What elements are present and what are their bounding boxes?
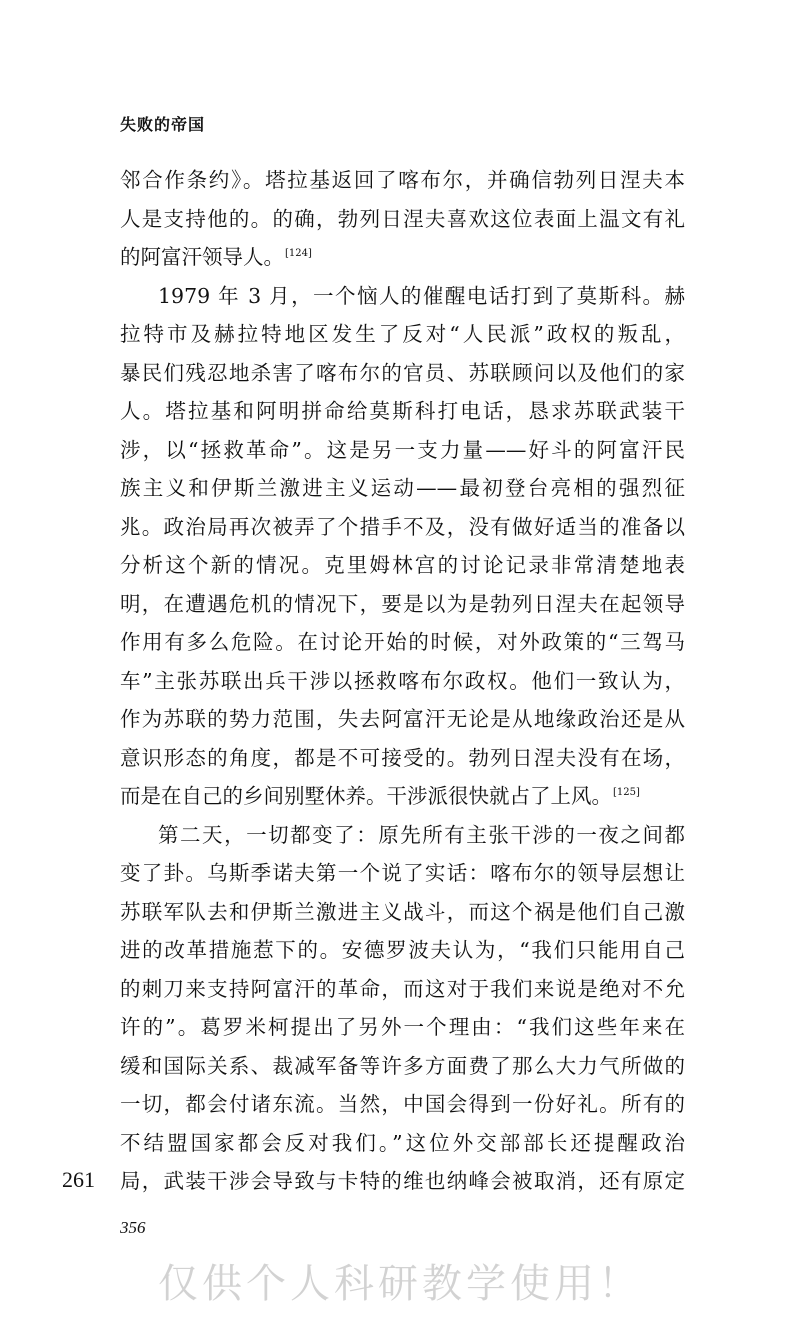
text-line: 车”主张苏联出兵干涉以拯救喀布尔政权。他们一致认为， [120, 669, 685, 693]
text-line [120, 237, 685, 277]
text-line: 的刺刀来支持阿富汗的革命，而这对于我们来说是绝对不允 [120, 977, 685, 1001]
line-text: 的阿富汗领导人。 [120, 245, 284, 269]
text-line: 明，在遭遇危机的情况下，要是以为是勃列日涅夫在起领导 [120, 592, 685, 616]
running-head: 失败的帝国 [120, 115, 206, 134]
text-line: 分析这个新的情况。克里姆林宫的讨论记录非常清楚地表 [120, 553, 685, 577]
text-line: 局，武装干涉会导致与卡特的维也纳峰会被取消，还有原定 [120, 1169, 685, 1193]
margin-page-reference: 261 [62, 1167, 95, 1192]
text-line: 暴民们残忍地杀害了喀布尔的官员、苏联顾问以及他们的家 [120, 361, 685, 385]
text-line: 人。塔拉基和阿明拼命给莫斯科打电话，恳求苏联武装干 [120, 399, 685, 423]
text-line: 兆。政治局再次被弄了个措手不及，没有做好适当的准备以 [120, 515, 685, 539]
text-line: 缓和国际关系、裁减军备等许多方面费了那么大力气所做的 [120, 1054, 685, 1078]
paragraph-first-line: 第二天，一切都变了：原先所有主张干涉的一夜之间都 [158, 823, 685, 847]
text-line: 族主义和伊斯兰激进主义运动——最初登台亮相的强烈征 [120, 476, 685, 500]
text-line: 变了卦。乌斯季诺夫第一个说了实话：喀布尔的领导层想让 [120, 861, 685, 885]
text-line [120, 776, 685, 816]
line-text: 而是在自己的乡间别墅休养。干涉派很快就占了上风。 [120, 784, 612, 808]
text-line: 涉，以“拯救革命”。这是另一支力量——好斗的阿富汗民 [120, 438, 685, 462]
text-line: 人是支持他的。的确，勃列日涅夫喜欢这位表面上温文有礼 [120, 207, 685, 231]
text-line: 作用有多么危险。在讨论开始的时候，对外政策的“三驾马 [120, 630, 685, 654]
text-line: 意识形态的角度，都是不可接受的。勃列日涅夫没有在场， [120, 746, 685, 770]
text-line: 作为苏联的势力范围，失去阿富汗无论是从地缘政治还是从 [120, 707, 685, 731]
text-line: 苏联军队去和伊斯兰激进主义战斗，而这个祸是他们自己激 [120, 900, 685, 924]
text-line: 一切，都会付诸东流。当然，中国会得到一份好礼。所有的 [120, 1092, 685, 1116]
text-line: 许的”。葛罗米柯提出了另外一个理由：“我们这些年来在 [120, 1015, 685, 1039]
paragraph-first-line: 1979 年 3 月，一个恼人的催醒电话打到了莫斯科。赫 [158, 284, 685, 308]
page-number: 356 [120, 1218, 146, 1237]
text-line: 邻合作条约》。塔拉基返回了喀布尔，并确信勃列日涅夫本 [120, 168, 685, 192]
text-line: 不结盟国家都会反对我们。”这位外交部部长还提醒政治 [120, 1131, 685, 1155]
footnote-ref: [124] [285, 248, 312, 260]
footnote-ref: [125] [613, 787, 640, 799]
text-line: 拉特市及赫拉特地区发生了反对“人民派”政权的叛乱， [120, 322, 685, 346]
text-line: 进的改革措施惹下的。安德罗波夫认为，“我们只能用自己 [120, 938, 685, 962]
watermark: 仅供个人科研教学使用！ [158, 1261, 642, 1307]
